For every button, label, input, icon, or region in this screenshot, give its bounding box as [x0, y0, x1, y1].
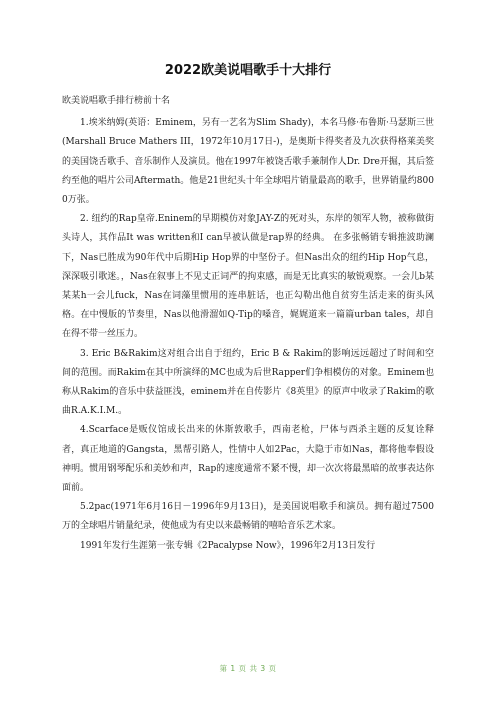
- page-footer: [0, 664, 496, 674]
- page-number-label: 第 1 页 共 3 页: [219, 664, 277, 673]
- document-page: [62, 62, 434, 556]
- document-title: 2022欧美说唱歌手十大排行: [164, 63, 332, 78]
- paragraph-5: 5.2pac(1971年6月16日－1996年9月13日)，是美国说唱歌手和演员。拥有超过7500万的全球唱片销量纪录，使他成为有史以来最畅销的嘻哈音乐艺术家。: [62, 502, 434, 532]
- paragraph-4: 4.Scarface是贩仪馆成长出来的休斯敦歌手，西南老枪，尸体与西杀主题的反复诠释者，真正地道的Gangsta，黑帮引路人，性情中人如2Pac，大隐于市如Nas，都将他奉假设神明。惯用钢琴配乐和美妙和声，Rap的速度通常不紧不慢，却一次次将最黑暗的故事表达你面前。: [62, 425, 434, 494]
- document-subtitle: 欧美说唱歌手排行榜前十名: [62, 96, 171, 106]
- paragraph-6: 1991年发行生涯第一张专辑《2Pacalypse Now》，1996年2月13日发行: [80, 540, 376, 551]
- paragraph-3: 3. Eric B&Rakim这对组合出自于纽约，Eric B & Rakim的影响远远超过了时间和空间的范围。而Rakim在其中所演绎的MC也成为后世Rapper们争相模仿的对象。Eminem也称从Rakim的音乐中获益匪浅，eminem并在自传影片《8英里》的原声中收录了Rakim的歌曲R.A.K.I.M.。: [62, 348, 434, 417]
- paragraph-1: 1.埃米纳姆(英语：Eminem，另有一艺名为Slim Shady)，本名马修·布鲁斯·马瑟斯三世(Marshall Bruce Mathers III，1972年10月17日-)，是奥斯卡得奖者及九次获得格莱美奖的美国饶舌歌手、音乐制作人及演员。他在1997年被饶舌歌手兼制作人Dr. Dre开掘，其后签约至他的唱片公司Aftermath。他是21世纪头十年全球唱片销量最高的歌手，世界销量约8000万张。: [62, 118, 434, 206]
- paragraph-2: 2. 纽约的Rap皇帝.Eninem的早期模仿对象JAY-Z的死对头，东岸的领军人物，被称做街头诗人，其作品It was written和I can早被认做是rap界的经典。 在多张畅销专辑推波助澜下，Nas已胜成为90年代中后期Hip Hop界的中坚份子。但Nas出众的纽约Hip Hop气息，深深吸引歌迷。，Nas在叙事上不见丈正词严的拘束感，而是无比真实的敏锐观察。一会儿b某某某h一会儿fuck，Nas在词藻里惯用的连串脏话，也正勾勒出他自贫穷生活走来的街头风格。在中慢版的节奏里，Nas以他滑溜如Q-Tip的嗓音，娓娓道来一篇篇urban tales，却自在得不带一丝压力。: [62, 214, 434, 340]
